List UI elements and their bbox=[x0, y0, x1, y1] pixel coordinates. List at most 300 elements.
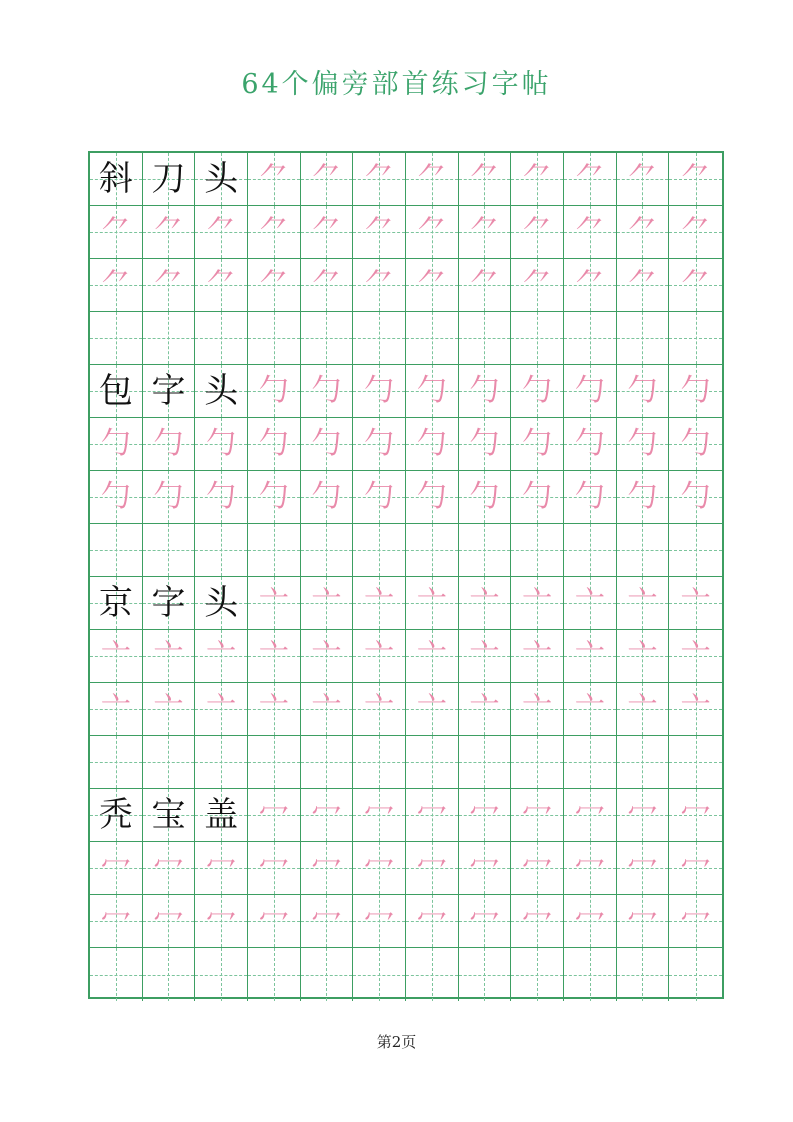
trace-radical: ⺈ bbox=[416, 267, 447, 302]
grid-cell bbox=[669, 948, 722, 1001]
trace-radical: 亠 bbox=[680, 585, 711, 620]
trace-radical: ⺈ bbox=[522, 214, 553, 249]
grid-cell bbox=[301, 577, 354, 630]
grid-row bbox=[90, 206, 722, 259]
grid-cell bbox=[406, 948, 459, 1001]
grid-cell bbox=[90, 948, 143, 1001]
grid-cell bbox=[617, 948, 670, 1001]
example-character: 斜 bbox=[98, 159, 133, 199]
trace-radical: ⺈ bbox=[416, 214, 447, 249]
grid-cell bbox=[90, 842, 143, 895]
trace-radical: 勹 bbox=[364, 373, 395, 408]
grid-cell bbox=[90, 418, 143, 471]
trace-radical: 冖 bbox=[311, 903, 342, 938]
grid-cell bbox=[564, 948, 617, 1001]
trace-radical: 亠 bbox=[469, 585, 500, 620]
grid-cell bbox=[143, 153, 196, 206]
grid-cell bbox=[564, 471, 617, 524]
grid-cell bbox=[195, 683, 248, 736]
trace-radical: 亠 bbox=[469, 638, 500, 673]
grid-cell bbox=[459, 524, 512, 577]
trace-radical: 勹 bbox=[416, 426, 447, 461]
grid-cell bbox=[353, 948, 406, 1001]
trace-radical: ⺈ bbox=[416, 161, 447, 196]
grid-cell bbox=[353, 524, 406, 577]
grid-cell bbox=[301, 630, 354, 683]
grid-cell bbox=[248, 365, 301, 418]
grid-cell bbox=[406, 418, 459, 471]
grid-cell bbox=[195, 842, 248, 895]
trace-radical: ⺈ bbox=[100, 267, 131, 302]
grid-cell bbox=[90, 789, 143, 842]
trace-radical: 冖 bbox=[416, 903, 447, 938]
grid-cell bbox=[617, 365, 670, 418]
grid-row bbox=[90, 630, 722, 683]
trace-radical: 勹 bbox=[311, 426, 342, 461]
grid-cell bbox=[406, 842, 459, 895]
grid-cell bbox=[90, 312, 143, 365]
grid-cell bbox=[353, 206, 406, 259]
trace-radical: 亠 bbox=[206, 691, 237, 726]
grid-cell bbox=[511, 524, 564, 577]
grid-cell bbox=[90, 471, 143, 524]
grid-cell bbox=[195, 630, 248, 683]
trace-radical: 冖 bbox=[153, 850, 184, 885]
grid-cell bbox=[511, 630, 564, 683]
grid-cell bbox=[143, 312, 196, 365]
trace-radical: 勹 bbox=[469, 426, 500, 461]
trace-radical: 冖 bbox=[416, 850, 447, 885]
trace-radical: ⺈ bbox=[680, 161, 711, 196]
grid-cell bbox=[195, 365, 248, 418]
trace-radical: 冖 bbox=[680, 903, 711, 938]
grid-cell bbox=[353, 365, 406, 418]
grid-row bbox=[90, 948, 722, 1001]
grid-row bbox=[90, 259, 722, 312]
trace-radical: 亠 bbox=[680, 691, 711, 726]
grid-cell bbox=[459, 418, 512, 471]
trace-radical: 勹 bbox=[627, 479, 658, 514]
trace-radical: 勹 bbox=[469, 479, 500, 514]
trace-radical: ⺈ bbox=[627, 267, 658, 302]
grid-cell bbox=[669, 153, 722, 206]
grid-cell bbox=[195, 471, 248, 524]
example-character: 字 bbox=[151, 371, 186, 411]
trace-radical: 冖 bbox=[364, 903, 395, 938]
trace-radical: ⺈ bbox=[680, 267, 711, 302]
grid-cell bbox=[459, 683, 512, 736]
grid-cell bbox=[406, 206, 459, 259]
trace-radical: 勹 bbox=[364, 426, 395, 461]
trace-radical: ⺈ bbox=[100, 214, 131, 249]
trace-radical: ⺈ bbox=[311, 267, 342, 302]
grid-cell bbox=[90, 524, 143, 577]
grid-cell bbox=[511, 206, 564, 259]
trace-radical: 亠 bbox=[574, 585, 605, 620]
grid-cell bbox=[617, 471, 670, 524]
grid-cell bbox=[143, 842, 196, 895]
trace-radical: ⺈ bbox=[364, 214, 395, 249]
trace-radical: 勹 bbox=[416, 479, 447, 514]
trace-radical: 勹 bbox=[522, 479, 553, 514]
grid-cell bbox=[564, 418, 617, 471]
trace-radical: ⺈ bbox=[469, 267, 500, 302]
grid-cell bbox=[301, 736, 354, 789]
grid-cell bbox=[406, 365, 459, 418]
trace-radical: ⺈ bbox=[522, 161, 553, 196]
grid-cell bbox=[90, 259, 143, 312]
trace-radical: 冖 bbox=[258, 903, 289, 938]
grid-cell bbox=[248, 842, 301, 895]
example-character: 头 bbox=[204, 583, 239, 623]
trace-radical: 勹 bbox=[206, 426, 237, 461]
grid-cell bbox=[564, 153, 617, 206]
grid-cell bbox=[406, 683, 459, 736]
trace-radical: 亠 bbox=[311, 691, 342, 726]
trace-radical: ⺈ bbox=[206, 267, 237, 302]
grid-row bbox=[90, 895, 722, 948]
example-character: 秃 bbox=[98, 795, 133, 835]
trace-radical: 亠 bbox=[311, 638, 342, 673]
practice-grid bbox=[88, 151, 724, 999]
grid-cell bbox=[511, 736, 564, 789]
example-character: 包 bbox=[98, 371, 133, 411]
grid-cell bbox=[248, 471, 301, 524]
trace-radical: 勹 bbox=[574, 373, 605, 408]
trace-radical: 勹 bbox=[469, 373, 500, 408]
trace-radical: ⺈ bbox=[258, 214, 289, 249]
grid-cell bbox=[248, 206, 301, 259]
trace-radical: 冖 bbox=[627, 797, 658, 832]
grid-cell bbox=[195, 948, 248, 1001]
grid-cell bbox=[669, 524, 722, 577]
grid-cell bbox=[353, 683, 406, 736]
trace-radical: 冖 bbox=[522, 850, 553, 885]
grid-cell bbox=[353, 789, 406, 842]
grid-cell bbox=[195, 577, 248, 630]
grid-row bbox=[90, 789, 722, 842]
trace-radical: 冖 bbox=[469, 797, 500, 832]
trace-radical: 勹 bbox=[153, 426, 184, 461]
grid-cell bbox=[669, 736, 722, 789]
grid-cell bbox=[617, 524, 670, 577]
grid-cell bbox=[617, 206, 670, 259]
trace-radical: 亠 bbox=[522, 585, 553, 620]
grid-cell bbox=[459, 736, 512, 789]
grid-cell bbox=[301, 153, 354, 206]
trace-radical: 亠 bbox=[469, 691, 500, 726]
trace-radical: ⺈ bbox=[469, 214, 500, 249]
grid-cell bbox=[90, 683, 143, 736]
trace-radical: 冖 bbox=[574, 797, 605, 832]
trace-radical: 冖 bbox=[364, 850, 395, 885]
grid-cell bbox=[511, 895, 564, 948]
trace-radical: 勹 bbox=[416, 373, 447, 408]
grid-cell bbox=[406, 471, 459, 524]
grid-cell bbox=[143, 418, 196, 471]
trace-radical: ⺈ bbox=[522, 267, 553, 302]
grid-cell bbox=[143, 683, 196, 736]
grid-cell bbox=[90, 736, 143, 789]
grid-cell bbox=[195, 153, 248, 206]
trace-radical: ⺈ bbox=[574, 214, 605, 249]
trace-radical: ⺈ bbox=[574, 267, 605, 302]
trace-radical: 勹 bbox=[258, 426, 289, 461]
grid-cell bbox=[143, 630, 196, 683]
grid-cell bbox=[511, 365, 564, 418]
trace-radical: ⺈ bbox=[680, 214, 711, 249]
grid-cell bbox=[248, 736, 301, 789]
grid-cell bbox=[669, 312, 722, 365]
trace-radical: 冖 bbox=[206, 903, 237, 938]
grid-cell bbox=[669, 789, 722, 842]
grid-cell bbox=[459, 153, 512, 206]
grid-cell bbox=[353, 842, 406, 895]
trace-radical: 勹 bbox=[258, 373, 289, 408]
trace-radical: 亠 bbox=[153, 691, 184, 726]
grid-cell bbox=[143, 948, 196, 1001]
grid-cell bbox=[511, 418, 564, 471]
example-character: 盖 bbox=[204, 795, 239, 835]
trace-radical: 冖 bbox=[206, 850, 237, 885]
trace-radical: 勹 bbox=[522, 373, 553, 408]
grid-cell bbox=[617, 312, 670, 365]
trace-radical: ⺈ bbox=[469, 161, 500, 196]
trace-radical: 勹 bbox=[153, 479, 184, 514]
trace-radical: 冖 bbox=[364, 797, 395, 832]
grid-cell bbox=[143, 577, 196, 630]
trace-radical: 冖 bbox=[627, 903, 658, 938]
grid-cell bbox=[143, 365, 196, 418]
trace-radical: 冖 bbox=[680, 797, 711, 832]
grid-cell bbox=[669, 895, 722, 948]
grid-cell bbox=[564, 524, 617, 577]
grid-cell bbox=[669, 418, 722, 471]
trace-radical: 勹 bbox=[311, 479, 342, 514]
grid-cell bbox=[669, 577, 722, 630]
grid-cell bbox=[248, 259, 301, 312]
grid-cell bbox=[459, 630, 512, 683]
grid-cell bbox=[511, 683, 564, 736]
trace-radical: 冖 bbox=[680, 850, 711, 885]
trace-radical: 亠 bbox=[416, 638, 447, 673]
grid-cell bbox=[248, 895, 301, 948]
grid-cell bbox=[564, 736, 617, 789]
trace-radical: 亠 bbox=[416, 585, 447, 620]
grid-cell bbox=[248, 683, 301, 736]
grid-cell bbox=[459, 259, 512, 312]
grid-cell bbox=[143, 471, 196, 524]
grid-cell bbox=[143, 259, 196, 312]
grid-cell bbox=[195, 312, 248, 365]
trace-radical: 冖 bbox=[574, 903, 605, 938]
grid-cell bbox=[406, 895, 459, 948]
example-character: 刀 bbox=[151, 159, 186, 199]
trace-radical: ⺈ bbox=[311, 214, 342, 249]
grid-row bbox=[90, 365, 722, 418]
grid-cell bbox=[564, 312, 617, 365]
grid-cell bbox=[248, 789, 301, 842]
grid-cell bbox=[617, 895, 670, 948]
grid-cell bbox=[353, 153, 406, 206]
trace-radical: 亠 bbox=[574, 691, 605, 726]
grid-cell bbox=[669, 842, 722, 895]
trace-radical: 冖 bbox=[100, 903, 131, 938]
grid-cell bbox=[617, 842, 670, 895]
grid-cell bbox=[301, 312, 354, 365]
grid-cell bbox=[353, 418, 406, 471]
grid-cell bbox=[564, 895, 617, 948]
trace-radical: 勹 bbox=[206, 479, 237, 514]
grid-cell bbox=[301, 418, 354, 471]
grid-cell bbox=[248, 418, 301, 471]
grid-cell bbox=[564, 365, 617, 418]
trace-radical: ⺈ bbox=[627, 214, 658, 249]
page-number: 第2页 bbox=[376, 1033, 417, 1051]
trace-radical: 亠 bbox=[627, 585, 658, 620]
grid-cell bbox=[90, 365, 143, 418]
trace-radical: 冖 bbox=[469, 903, 500, 938]
grid-row bbox=[90, 736, 722, 789]
trace-radical: 亠 bbox=[258, 638, 289, 673]
trace-radical: 亠 bbox=[522, 638, 553, 673]
trace-radical: 亠 bbox=[574, 638, 605, 673]
example-character: 头 bbox=[204, 371, 239, 411]
grid-row bbox=[90, 577, 722, 630]
grid-cell bbox=[406, 577, 459, 630]
grid-cell bbox=[353, 577, 406, 630]
grid-cell bbox=[406, 259, 459, 312]
grid-cell bbox=[459, 365, 512, 418]
grid-cell bbox=[248, 312, 301, 365]
trace-radical: ⺈ bbox=[153, 214, 184, 249]
grid-cell bbox=[301, 365, 354, 418]
trace-radical: 冖 bbox=[522, 797, 553, 832]
trace-radical: 勹 bbox=[574, 426, 605, 461]
grid-cell bbox=[511, 312, 564, 365]
grid-cell bbox=[195, 736, 248, 789]
grid-cell bbox=[90, 630, 143, 683]
grid-cell bbox=[248, 948, 301, 1001]
grid-cell bbox=[301, 471, 354, 524]
grid-row bbox=[90, 153, 722, 206]
grid-cell bbox=[617, 153, 670, 206]
grid-cell bbox=[301, 789, 354, 842]
trace-radical: 勹 bbox=[627, 373, 658, 408]
trace-radical: 勹 bbox=[680, 479, 711, 514]
trace-radical: 亠 bbox=[627, 691, 658, 726]
trace-radical: 勹 bbox=[364, 479, 395, 514]
trace-radical: 冖 bbox=[574, 850, 605, 885]
example-character: 京 bbox=[98, 583, 133, 623]
trace-radical: 勹 bbox=[311, 373, 342, 408]
grid-row bbox=[90, 418, 722, 471]
grid-cell bbox=[353, 471, 406, 524]
grid-cell bbox=[669, 259, 722, 312]
grid-cell bbox=[406, 630, 459, 683]
trace-radical: ⺈ bbox=[311, 161, 342, 196]
grid-cell bbox=[564, 206, 617, 259]
grid-row bbox=[90, 524, 722, 577]
grid-cell bbox=[459, 206, 512, 259]
trace-radical: 亠 bbox=[416, 691, 447, 726]
grid-cell bbox=[406, 153, 459, 206]
grid-cell bbox=[511, 948, 564, 1001]
trace-radical: 冖 bbox=[100, 850, 131, 885]
trace-radical: 冖 bbox=[258, 850, 289, 885]
example-character: 宝 bbox=[151, 795, 186, 835]
grid-cell bbox=[406, 524, 459, 577]
grid-cell bbox=[301, 948, 354, 1001]
trace-radical: 亠 bbox=[311, 585, 342, 620]
grid-cell bbox=[511, 259, 564, 312]
grid-cell bbox=[353, 312, 406, 365]
grid-cell bbox=[459, 577, 512, 630]
grid-cell bbox=[617, 683, 670, 736]
grid-cell bbox=[459, 312, 512, 365]
grid-cell bbox=[511, 153, 564, 206]
grid-cell bbox=[511, 471, 564, 524]
trace-radical: ⺈ bbox=[627, 161, 658, 196]
trace-radical: 亠 bbox=[364, 585, 395, 620]
grid-row bbox=[90, 842, 722, 895]
grid-cell bbox=[353, 736, 406, 789]
grid-cell bbox=[248, 577, 301, 630]
trace-radical: 勹 bbox=[627, 426, 658, 461]
grid-cell bbox=[248, 630, 301, 683]
grid-cell bbox=[353, 895, 406, 948]
grid-cell bbox=[669, 683, 722, 736]
grid-cell bbox=[406, 736, 459, 789]
trace-radical: ⺈ bbox=[206, 214, 237, 249]
grid-cell bbox=[669, 206, 722, 259]
trace-radical: 勹 bbox=[100, 479, 131, 514]
trace-radical: 冖 bbox=[416, 797, 447, 832]
grid-cell bbox=[459, 842, 512, 895]
grid-cell bbox=[406, 789, 459, 842]
grid-cell bbox=[617, 418, 670, 471]
grid-cell bbox=[564, 789, 617, 842]
grid-cell bbox=[195, 259, 248, 312]
grid-cell bbox=[617, 577, 670, 630]
trace-radical: 勹 bbox=[258, 479, 289, 514]
trace-radical: 勹 bbox=[100, 426, 131, 461]
grid-cell bbox=[617, 630, 670, 683]
grid-cell bbox=[301, 206, 354, 259]
trace-radical: 亠 bbox=[364, 638, 395, 673]
trace-radical: ⺈ bbox=[364, 267, 395, 302]
grid-cell bbox=[143, 895, 196, 948]
trace-radical: 亠 bbox=[627, 638, 658, 673]
grid-cell bbox=[301, 683, 354, 736]
grid-cell bbox=[617, 259, 670, 312]
page-title: 64个偏旁部首练习字帖 bbox=[241, 69, 552, 100]
grid-cell bbox=[459, 471, 512, 524]
grid-cell bbox=[301, 524, 354, 577]
trace-radical: 勹 bbox=[680, 373, 711, 408]
grid-row bbox=[90, 471, 722, 524]
grid-cell bbox=[564, 630, 617, 683]
grid-cell bbox=[406, 312, 459, 365]
grid-cell bbox=[459, 948, 512, 1001]
trace-radical: 冖 bbox=[469, 850, 500, 885]
trace-radical: 冖 bbox=[258, 797, 289, 832]
grid-cell bbox=[143, 524, 196, 577]
grid-cell bbox=[195, 789, 248, 842]
grid-cell bbox=[248, 153, 301, 206]
example-character: 头 bbox=[204, 159, 239, 199]
trace-radical: 冖 bbox=[311, 850, 342, 885]
